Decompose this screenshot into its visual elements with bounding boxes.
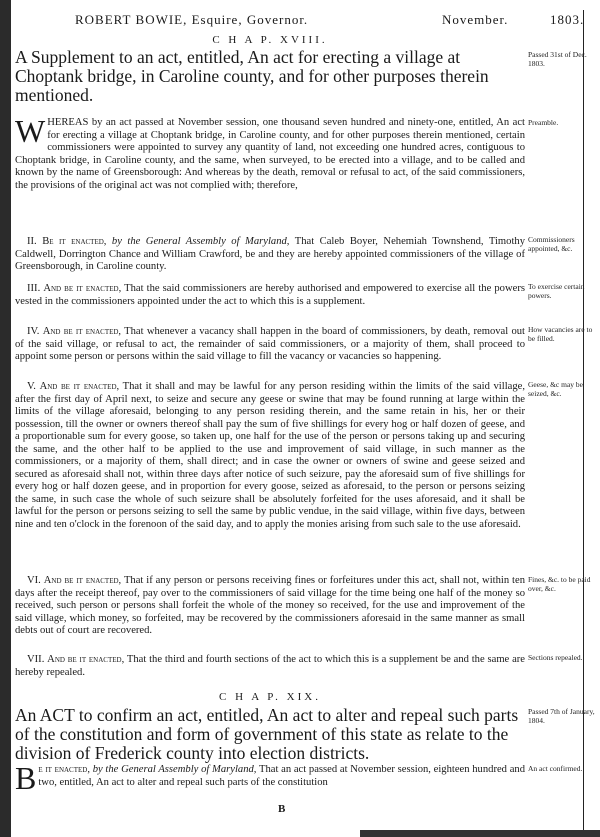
chap19-section: Be it enacted, by the General Assembly of Maryland, That an act passed at November session, eighteen hundred and two, entitled, An act to alter and repeal such parts of the constitution <box>15 760 525 796</box>
chapter-heading-19: C H A P. XIX. <box>219 691 321 703</box>
drop-cap: B <box>15 760 37 796</box>
section-ii: II. Be it enacted, by the General Assembly of Maryland, That Caleb Boyer, Nehemiah Townshend, Timothy Caldwell, Dorrington Chance and William Crawford, be and they are hereby appointed commissioners of the village of Greensborough, in Caroline county. <box>15 236 525 272</box>
section-iii: III. And be it enacted, That the said commissioners are hereby authorised and empowered to exercise all the powers vested in the commissioners appointed under the act to which this is a supplement. <box>15 283 525 307</box>
section-vi: VI. And be it enacted, That if any person or persons receiving fines or forfeitures under this act, shall not, within ten days after the receipt thereof, pay over to the commissioners of said village for the time being one half of the money so received, such person or persons shall forfeit the whole of the money so received, for the use and improvement of the said village, which money, so forfeited, may be recovered by the commissioners aforesaid in the same manner as small debts out of court are recovered. <box>15 575 525 636</box>
scan-bottom-edge <box>360 830 600 837</box>
margin-note-ii: Commissioners appointed, &c. <box>528 235 575 253</box>
margin-note-iv: How vacancies are to be filled. <box>528 325 593 343</box>
header-year: 1803. <box>550 12 585 27</box>
scan-left-edge <box>0 0 11 837</box>
preamble-text: HEREAS by an act passed at November session, one thousand seven hundred and ninety-one, entitled, An act for erecting a village at Choptank bridge, in Caroline county, and for other purposes therein mentioned, certain commissioners were appointed to survey any quantity of land, not exceeding one hundred acres, contiguous to Choptank bridge, in Caroline county, and the same, when surveyed, to be erected into a village, and to be called and known by the name of Greensborough: And whereas by the death, removal or refusal to act, of the said commissioners, the provisions of the original act was not complied with; therefore, <box>15 117 525 191</box>
margin-note-iii: To exercise certain powers. <box>528 282 585 300</box>
margin-note-passed-19: Passed 7th of January, 1804. <box>528 707 595 725</box>
margin-note-confirmed: An act confirmed. <box>528 764 583 773</box>
running-title: ROBERT BOWIE, Esquire, Governor. <box>75 12 309 27</box>
signature-mark: B <box>278 803 286 815</box>
chapter-heading-18: C H A P. XVIII. <box>212 34 328 46</box>
preamble <box>15 113 525 192</box>
chapter-title-18: A Supplement to an act, entitled, An act for erecting a village at Choptank bridge, in Caroline county, and for other purposes therein mentioned. <box>15 47 489 105</box>
section-vii: VII. And be it enacted, That the third and fourth sections of the act to which this is a supplement be and the same are hereby repealed. <box>15 654 525 678</box>
margin-note-vi: Fines, &c. to be paid over, &c. <box>528 575 591 593</box>
drop-cap: W <box>15 113 46 149</box>
section-v: V. And be it enacted, That it shall and may be lawful for any person residing within the limits of the said village, after the first day of April next, to seize and secure any geese or swine that may be found running at large within the limits of the village aforesaid, belonging to any person residing therein, and the same retain in his, her or their possession, till the owner or owners thereof shall pay the sum of five shillings for every hog or half dozen of geese, and a proportionable sum for every goose, so taken up, one half for the use of the person or persons taking up and securing the same, and the other half to be applied to the use and improvement of said village, in such manner as the commissioners, or a majority of them, shall direct; and in case the owner or owners of swine and geese seized and secured as aforesaid shall not, within three days after notice of such seizure, pay the aforesaid sum of five shillings for every hog or half dozen geese, and in proportion for every goose, seized as aforesaid, to the person or persons seizing the same, in such case the whole of such seizure shall be absolutely forfeited for the uses aforesaid, and it shall be lawful for the person or persons seizing to sell the same by public vendue, in the said village, within five days, between nine and ten o'clock in the forenoon of the said day, and to apply the monies arising from such sale to the use aforesaid. <box>15 381 525 530</box>
margin-note-v: Geese, &c may be seized, &c. <box>528 380 583 398</box>
section-iv: IV. And be it enacted, That whenever a vacancy shall happen in the board of commissioners, by death, removal out of the said village, or refusal to act, the remainder of said commissioners, or a majority of them, shall proceed to appoint some person or persons within the said village to fill the vacancy or vacancies so happening. <box>15 326 525 362</box>
margin-note-preamble: Preamble. <box>528 118 559 127</box>
header-month: November. <box>442 12 509 27</box>
margin-note-vii: Sections repealed. <box>528 653 583 662</box>
margin-note-passed-18: Passed 31st of Dec. 1803. <box>528 50 587 68</box>
chapter-title-19: An ACT to confirm an act, entitled, An act to alter and repeal such parts of the constitution and form of government of this state as relate to the division of Frederick county into election districts. <box>15 705 519 763</box>
